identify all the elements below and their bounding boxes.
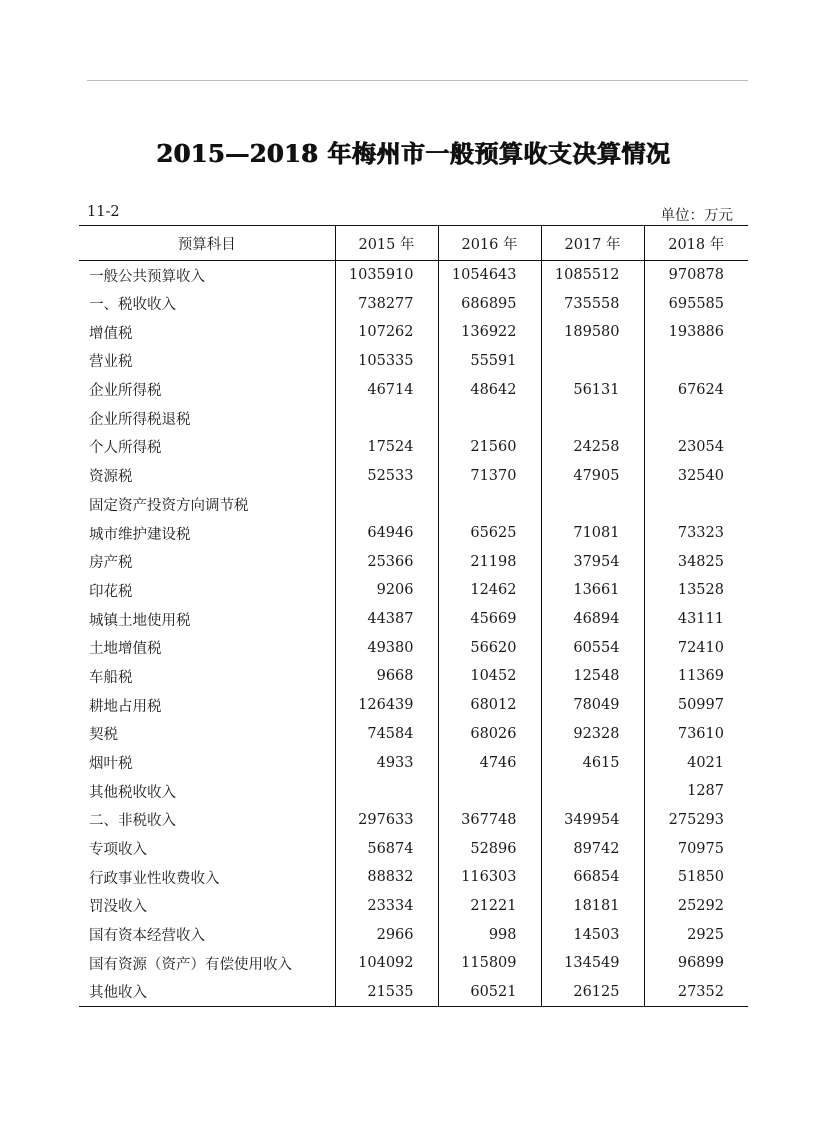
value-2015: 107262 xyxy=(335,318,438,347)
table-row xyxy=(79,863,748,892)
row-label: 固定资产投资方向调节税 xyxy=(89,497,249,514)
row-label: 增值税 xyxy=(89,325,133,342)
value-2018 xyxy=(644,490,748,519)
value-2016 xyxy=(438,490,541,519)
table-row xyxy=(79,261,748,290)
value-2018: 970878 xyxy=(644,261,748,290)
value-2017: 12548 xyxy=(541,662,644,691)
value-2017 xyxy=(541,404,644,433)
row-label: 土地增值税 xyxy=(89,641,162,658)
table-row xyxy=(79,375,748,404)
value-2015 xyxy=(335,777,438,806)
table-row xyxy=(79,691,748,720)
row-label: 印花税 xyxy=(89,583,133,600)
header-year-2016: 2016 年 xyxy=(438,226,541,261)
value-2017: 735558 xyxy=(541,289,644,318)
table-row xyxy=(79,892,748,921)
value-2017: 47905 xyxy=(541,461,644,490)
value-2015: 9206 xyxy=(335,576,438,605)
value-2017: 4615 xyxy=(541,748,644,777)
value-2018: 27352 xyxy=(644,978,748,1007)
value-2015: 104092 xyxy=(335,949,438,978)
row-label: 营业税 xyxy=(89,354,133,371)
row-label: 房产税 xyxy=(89,555,133,572)
value-2015 xyxy=(335,490,438,519)
budget-table xyxy=(79,225,748,1007)
value-2018: 96899 xyxy=(644,949,748,978)
value-2015: 297633 xyxy=(335,806,438,835)
table-row xyxy=(79,433,748,462)
value-2016: 998 xyxy=(438,920,541,949)
value-2016: 56620 xyxy=(438,633,541,662)
value-2016: 21198 xyxy=(438,547,541,576)
value-2015: 1035910 xyxy=(335,261,438,290)
value-2016: 115809 xyxy=(438,949,541,978)
header-year-2015: 2015 年 xyxy=(335,226,438,261)
value-2015: 52533 xyxy=(335,461,438,490)
value-2016: 116303 xyxy=(438,863,541,892)
header-row xyxy=(79,226,748,261)
value-2017 xyxy=(541,490,644,519)
page-title: 2015—2018 年梅州市一般预算收支决算情况 xyxy=(156,139,671,168)
value-2018: 4021 xyxy=(644,748,748,777)
value-2018: 193886 xyxy=(644,318,748,347)
table-row xyxy=(79,978,748,1007)
value-2016: 45669 xyxy=(438,605,541,634)
value-2016: 367748 xyxy=(438,806,541,835)
table-row xyxy=(79,662,748,691)
value-2018: 73323 xyxy=(644,519,748,548)
value-2018: 73610 xyxy=(644,720,748,749)
row-label: 资源税 xyxy=(89,469,133,486)
value-2015: 2966 xyxy=(335,920,438,949)
value-2015: 9668 xyxy=(335,662,438,691)
value-2018: 67624 xyxy=(644,375,748,404)
value-2016: 65625 xyxy=(438,519,541,548)
row-label: 车船税 xyxy=(89,669,133,686)
value-2015: 25366 xyxy=(335,547,438,576)
value-2018: 1287 xyxy=(644,777,748,806)
unit-label: 单位：万元 xyxy=(660,208,733,224)
value-2015: 105335 xyxy=(335,347,438,376)
value-2017: 60554 xyxy=(541,633,644,662)
table-row xyxy=(79,576,748,605)
header-year-2017: 2017 年 xyxy=(541,226,644,261)
value-2017: 13661 xyxy=(541,576,644,605)
value-2016: 21221 xyxy=(438,892,541,921)
row-label: 国有资源（资产）有偿使用收入 xyxy=(89,956,292,973)
value-2017: 14503 xyxy=(541,920,644,949)
value-2016: 1054643 xyxy=(438,261,541,290)
value-2017: 66854 xyxy=(541,863,644,892)
row-label: 一、税收收入 xyxy=(89,297,176,314)
value-2015 xyxy=(335,404,438,433)
row-label: 其他收入 xyxy=(79,978,335,1007)
row-label: 个人所得税 xyxy=(89,440,162,457)
row-label: 城镇土地使用税 xyxy=(89,612,191,629)
value-2016: 4746 xyxy=(438,748,541,777)
value-2016: 136922 xyxy=(438,318,541,347)
value-2015: 56874 xyxy=(335,834,438,863)
value-2016: 68012 xyxy=(438,691,541,720)
value-2016: 71370 xyxy=(438,461,541,490)
header-budget-item: 预算科目 xyxy=(79,226,335,261)
row-label: 国有资本经营收入 xyxy=(89,928,205,945)
value-2018: 13528 xyxy=(644,576,748,605)
value-2018: 50997 xyxy=(644,691,748,720)
table-row xyxy=(79,720,748,749)
value-2016 xyxy=(438,404,541,433)
top-rule xyxy=(87,80,748,81)
value-2017: 37954 xyxy=(541,547,644,576)
value-2017: 78049 xyxy=(541,691,644,720)
table-row xyxy=(79,547,748,576)
row-label: 一般公共预算收入 xyxy=(89,268,205,285)
value-2015: 126439 xyxy=(335,691,438,720)
value-2017: 26125 xyxy=(541,978,644,1007)
value-2018: 23054 xyxy=(644,433,748,462)
row-label: 行政事业性收费收入 xyxy=(89,870,220,887)
value-2017: 92328 xyxy=(541,720,644,749)
value-2017 xyxy=(541,347,644,376)
table-row xyxy=(79,347,748,376)
value-2016: 21560 xyxy=(438,433,541,462)
table-code: 11-2 xyxy=(87,204,120,220)
table-row xyxy=(79,289,748,318)
value-2016 xyxy=(438,777,541,806)
value-2015: 17524 xyxy=(335,433,438,462)
table-row xyxy=(79,318,748,347)
value-2017: 349954 xyxy=(541,806,644,835)
value-2015: 88832 xyxy=(335,863,438,892)
value-2017: 1085512 xyxy=(541,261,644,290)
row-label: 其他税收收入 xyxy=(89,784,176,801)
value-2016: 60521 xyxy=(438,978,541,1007)
value-2018: 275293 xyxy=(644,806,748,835)
value-2017: 89742 xyxy=(541,834,644,863)
value-2018: 25292 xyxy=(644,892,748,921)
table-row xyxy=(79,834,748,863)
header-year-2018: 2018 年 xyxy=(644,226,748,261)
row-label: 耕地占用税 xyxy=(89,698,162,715)
row-label: 企业所得税退税 xyxy=(89,411,191,428)
value-2017: 134549 xyxy=(541,949,644,978)
value-2015: 23334 xyxy=(335,892,438,921)
value-2015: 46714 xyxy=(335,375,438,404)
value-2017: 189580 xyxy=(541,318,644,347)
value-2015: 49380 xyxy=(335,633,438,662)
value-2017: 56131 xyxy=(541,375,644,404)
row-label: 城市维护建设税 xyxy=(89,526,191,543)
value-2018: 34825 xyxy=(644,547,748,576)
row-label: 契税 xyxy=(89,727,118,744)
value-2018: 70975 xyxy=(644,834,748,863)
table-row xyxy=(79,633,748,662)
table-row xyxy=(79,806,748,835)
table-row xyxy=(79,404,748,433)
row-label: 烟叶税 xyxy=(89,756,133,773)
row-label: 专项收入 xyxy=(89,842,147,859)
row-label: 企业所得税 xyxy=(89,383,162,400)
value-2016: 68026 xyxy=(438,720,541,749)
value-2017: 18181 xyxy=(541,892,644,921)
value-2016: 52896 xyxy=(438,834,541,863)
value-2016: 55591 xyxy=(438,347,541,376)
table-row xyxy=(79,777,748,806)
table-row xyxy=(79,605,748,634)
value-2016: 12462 xyxy=(438,576,541,605)
value-2018: 43111 xyxy=(644,605,748,634)
row-label: 罚没收入 xyxy=(89,899,147,916)
value-2018 xyxy=(644,404,748,433)
value-2015: 44387 xyxy=(335,605,438,634)
table-meta xyxy=(79,202,733,224)
value-2018 xyxy=(644,347,748,376)
table-row xyxy=(79,748,748,777)
value-2016: 10452 xyxy=(438,662,541,691)
value-2018: 695585 xyxy=(644,289,748,318)
value-2015: 4933 xyxy=(335,748,438,777)
value-2016: 686895 xyxy=(438,289,541,318)
table-row xyxy=(79,461,748,490)
value-2017: 46894 xyxy=(541,605,644,634)
value-2017: 24258 xyxy=(541,433,644,462)
value-2015: 64946 xyxy=(335,519,438,548)
table-body xyxy=(79,261,748,1007)
value-2017: 71081 xyxy=(541,519,644,548)
table-row xyxy=(79,920,748,949)
value-2015: 738277 xyxy=(335,289,438,318)
value-2018: 2925 xyxy=(644,920,748,949)
value-2018: 72410 xyxy=(644,633,748,662)
value-2018: 32540 xyxy=(644,461,748,490)
table-row xyxy=(79,490,748,519)
table-row xyxy=(79,519,748,548)
value-2018: 11369 xyxy=(644,662,748,691)
value-2015: 74584 xyxy=(335,720,438,749)
value-2017 xyxy=(541,777,644,806)
value-2018: 51850 xyxy=(644,863,748,892)
row-label: 二、非税收入 xyxy=(89,813,176,830)
value-2015: 21535 xyxy=(335,978,438,1007)
table-row xyxy=(79,949,748,978)
value-2016: 48642 xyxy=(438,375,541,404)
